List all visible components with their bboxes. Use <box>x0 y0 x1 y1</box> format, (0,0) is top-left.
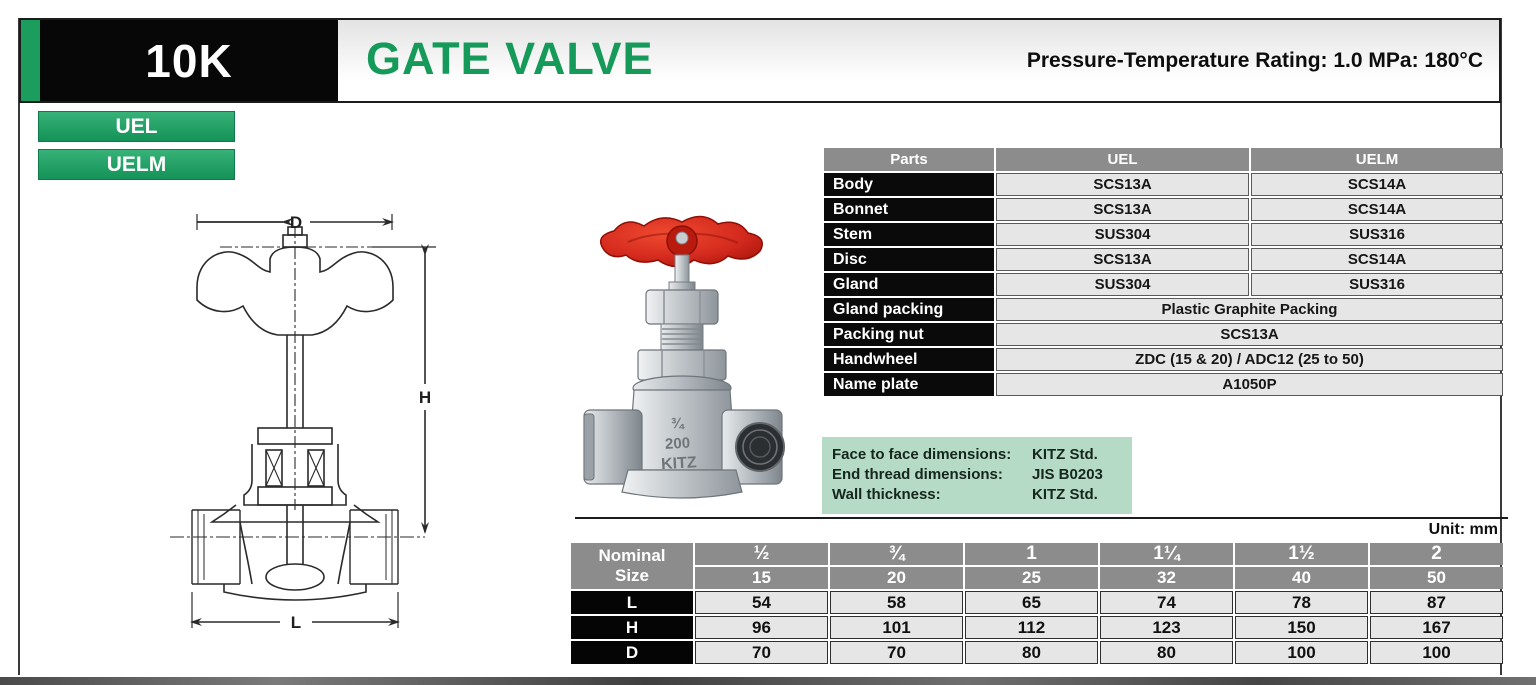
size-mm: 32 <box>1100 567 1233 589</box>
pressure-class-badge: 10K <box>40 20 338 101</box>
size-inch: 1 <box>965 543 1098 565</box>
model-badge-uelm: UELM <box>38 149 235 180</box>
size-mm: 15 <box>695 567 828 589</box>
size-inch: 1½ <box>1235 543 1368 565</box>
table-row <box>824 373 1503 396</box>
part-material-uel: SUS304 <box>996 273 1249 296</box>
standard-label: End thread dimensions: <box>832 466 1003 483</box>
parts-table-header-row <box>824 148 1503 171</box>
table-row <box>824 348 1503 371</box>
table-row <box>824 323 1503 346</box>
size-inch: ¾ <box>830 543 963 565</box>
dimension-value: 65 <box>965 591 1098 614</box>
part-material-uelm: SUS316 <box>1251 223 1503 246</box>
dimension-row-label: H <box>571 616 693 639</box>
header-title-area <box>338 20 1499 101</box>
dimension-value: 100 <box>1370 641 1503 664</box>
table-row <box>824 198 1503 221</box>
part-material-uel: SCS13A <box>996 248 1249 271</box>
table-row <box>824 273 1503 296</box>
dimensions-table <box>569 541 1505 666</box>
part-name: Name plate <box>824 373 994 396</box>
dim-label-l: L <box>290 613 302 632</box>
standard-value: KITZ Std. <box>1032 446 1098 463</box>
pressure-temperature-rating: Pressure-Temperature Rating: 1.0 MPa: 180°C <box>1026 48 1483 72</box>
part-material-common: Plastic Graphite Packing <box>996 298 1503 321</box>
dimension-value: 80 <box>965 641 1098 664</box>
dim-label-d: D <box>289 213 303 232</box>
dimension-value: 70 <box>830 641 963 664</box>
table-row <box>824 248 1503 271</box>
dim-label-h: H <box>418 388 432 407</box>
unit-note: Unit: mm <box>1428 521 1498 538</box>
part-name: Stem <box>824 223 994 246</box>
parts-table <box>822 146 1505 398</box>
page-frame-left <box>18 18 20 675</box>
part-material-common: SCS13A <box>996 323 1503 346</box>
dimension-value: 70 <box>695 641 828 664</box>
size-inch: 1¼ <box>1100 543 1233 565</box>
dimensions-header-row-mm <box>571 567 1503 589</box>
size-inch: 2 <box>1370 543 1503 565</box>
table-row <box>824 223 1503 246</box>
valve-product-photo <box>576 198 790 512</box>
nominal-size-header <box>571 543 693 589</box>
table-row <box>824 173 1503 196</box>
part-material-uelm: SUS316 <box>1251 273 1503 296</box>
dimension-value: 167 <box>1370 616 1503 639</box>
dimension-value: 87 <box>1370 591 1503 614</box>
dimension-value: 100 <box>1235 641 1368 664</box>
dimension-value: 54 <box>695 591 828 614</box>
nominal-size-line2: Size <box>614 566 650 585</box>
size-inch: ½ <box>695 543 828 565</box>
standard-value: JIS B0203 <box>1032 466 1103 483</box>
header-bar <box>19 18 1501 103</box>
dimension-value: 58 <box>830 591 963 614</box>
part-name: Gland packing <box>824 298 994 321</box>
part-material-uel: SCS13A <box>996 198 1249 221</box>
part-material-uelm: SCS14A <box>1251 198 1503 221</box>
dimensions-header-row-inch <box>571 543 1503 565</box>
photo-marking-size: ¾ <box>670 414 684 433</box>
table-row <box>571 641 1503 664</box>
part-material-uel: SCS13A <box>996 173 1249 196</box>
size-mm: 50 <box>1370 567 1503 589</box>
nominal-size-line1: Nominal <box>598 546 666 565</box>
dimension-value: 96 <box>695 616 828 639</box>
part-material-uelm: SCS14A <box>1251 173 1503 196</box>
standard-label: Wall thickness: <box>832 486 941 503</box>
part-name: Handwheel <box>824 348 994 371</box>
green-accent-strip <box>21 20 40 101</box>
part-name: Packing nut <box>824 323 994 346</box>
photo-marking-rating: 200 <box>664 434 691 453</box>
standard-label: Face to face dimensions: <box>832 446 1012 463</box>
standard-value: KITZ Std. <box>1032 486 1098 503</box>
parts-header-uel: UEL <box>996 148 1249 171</box>
size-mm: 40 <box>1235 567 1368 589</box>
dimension-value: 123 <box>1100 616 1233 639</box>
standards-row <box>832 445 1122 465</box>
standards-box <box>822 437 1132 514</box>
dimension-value: 74 <box>1100 591 1233 614</box>
table-row <box>824 298 1503 321</box>
dimension-value: 78 <box>1235 591 1368 614</box>
valve-technical-drawing <box>140 192 485 644</box>
dimension-value: 150 <box>1235 616 1368 639</box>
part-name: Disc <box>824 248 994 271</box>
dimension-value: 101 <box>830 616 963 639</box>
parts-header-parts: Parts <box>824 148 994 171</box>
part-material-uelm: SCS14A <box>1251 248 1503 271</box>
table-row <box>571 616 1503 639</box>
part-name: Body <box>824 173 994 196</box>
standards-row <box>832 465 1122 485</box>
page-bottom-edge <box>0 677 1536 685</box>
dimension-value: 112 <box>965 616 1098 639</box>
size-mm: 20 <box>830 567 963 589</box>
part-name: Bonnet <box>824 198 994 221</box>
dimension-value: 80 <box>1100 641 1233 664</box>
parts-header-uelm: UELM <box>1251 148 1503 171</box>
dimension-row-label: D <box>571 641 693 664</box>
section-divider <box>575 517 1508 519</box>
part-material-common: ZDC (15 & 20) / ADC12 (25 to 50) <box>996 348 1503 371</box>
part-material-uel: SUS304 <box>996 223 1249 246</box>
dimension-row-label: L <box>571 591 693 614</box>
table-row <box>571 591 1503 614</box>
size-mm: 25 <box>965 567 1098 589</box>
page-title: GATE VALVE <box>366 32 654 84</box>
part-material-common: A1050P <box>996 373 1503 396</box>
model-badge-uel: UEL <box>38 111 235 142</box>
photo-marking-brand: KITZ <box>660 454 698 474</box>
standards-row <box>832 485 1122 505</box>
part-name: Gland <box>824 273 994 296</box>
